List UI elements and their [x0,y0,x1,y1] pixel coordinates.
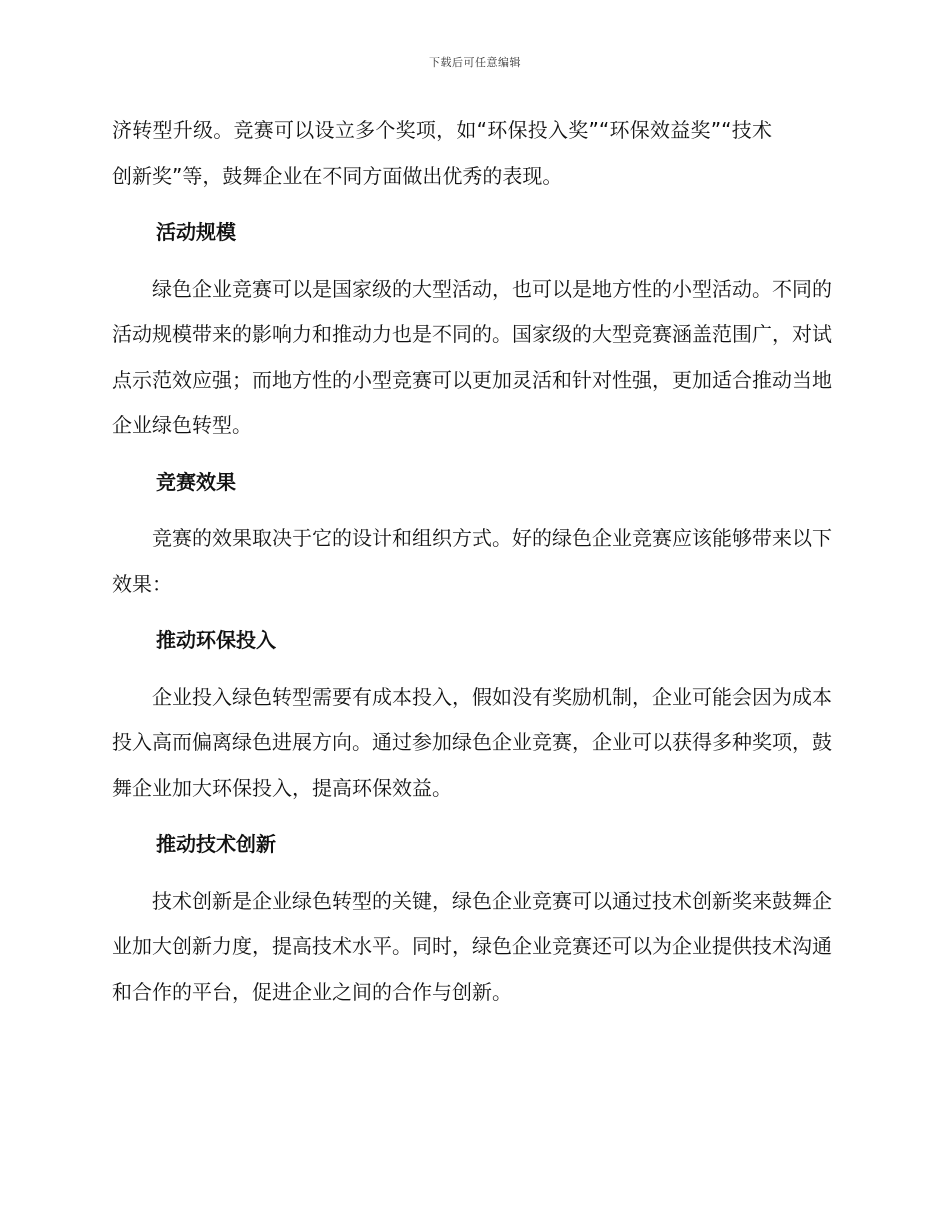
document-body [112,108,832,1026]
paragraph-competition-effect: 竞赛的效果取决于它的设计和组织方式。好的绿色企业竞赛应该能够带来以下效果： [112,526,832,596]
intro-paragraph: 济转型升级。竞赛可以设立多个奖项，如“环保投入奖”“环保效益奖”“技术创新奖”等，鼓舞企业在不同方面做出优秀的表现。 [112,118,772,188]
paragraph-activity-scale: 绿色企业竞赛可以是国家级的大型活动，也可以是地方性的小型活动。不同的活动规模带来的影响力和推动力也是不同的。国家级的大型竞赛涵盖范围广，对试点示范效应强；而地方性的小型竞赛可以更加灵活和针对性强，更加适合推动当地企业绿色转型。 [112,276,832,437]
heading-competition-effect: 竞赛效果 [156,469,236,494]
page-header: 下载后可任意编辑 [429,56,521,69]
paragraph-promote-innovation: 技术创新是企业绿色转型的关键，绿色企业竞赛可以通过技术创新奖来鼓舞企业加大创新力度，提高技术水平。同时，绿色企业竞赛还可以为企业提供技术沟通和合作的平台，促进企业之间的合作与创新。 [112,888,832,1004]
heading-activity-scale: 活动规模 [156,220,236,244]
heading-promote-investment: 推动环保投入 [156,628,276,652]
paragraph-promote-investment: 企业投入绿色转型需要有成本投入，假如没有奖励机制，企业可能会因为成本投入高而偏离绿色进展方向。通过参加绿色企业竞赛，企业可以获得多种奖项，鼓舞企业加大环保投入，提高环保效益。 [112,684,832,800]
heading-promote-innovation: 推动技术创新 [156,832,276,856]
